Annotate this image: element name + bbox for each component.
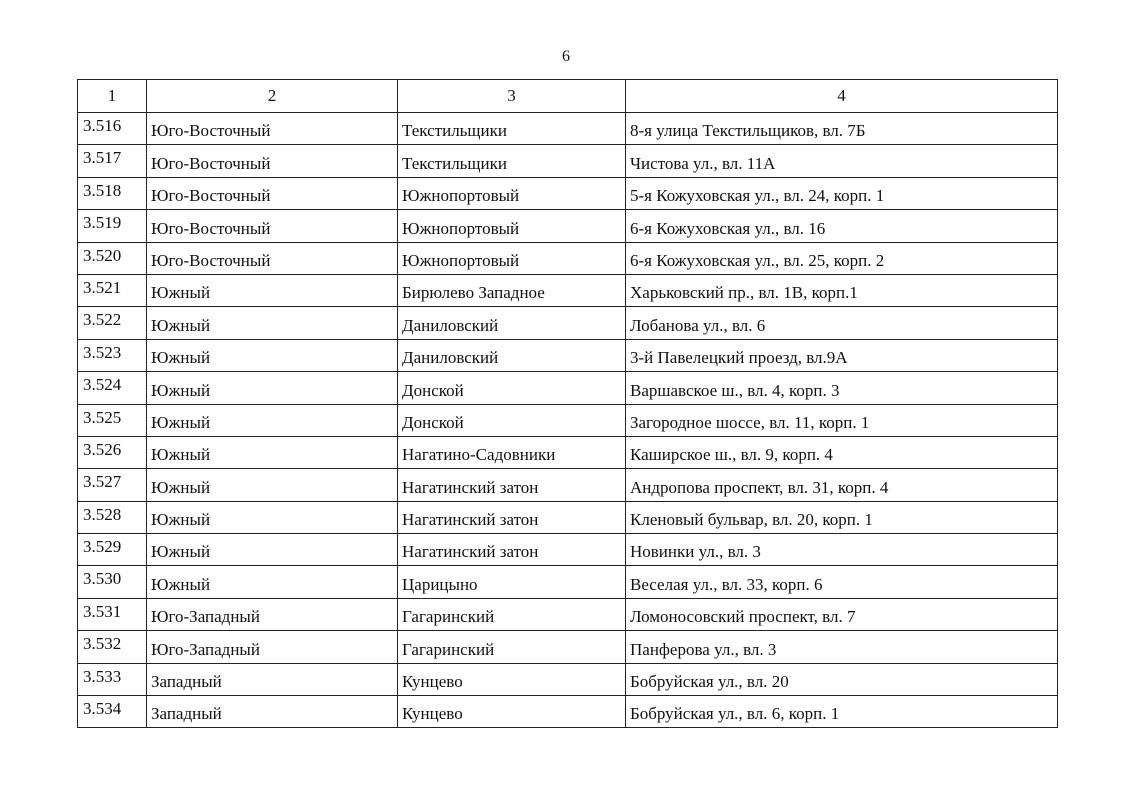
cell-row-number: 3.517 xyxy=(78,145,147,177)
table-row xyxy=(78,210,1058,242)
cell-address: Веселая ул., вл. 33, корп. 6 xyxy=(626,566,1058,598)
cell-address: Кленовый бульвар, вл. 20, корп. 1 xyxy=(626,501,1058,533)
cell-row-number: 3.518 xyxy=(78,177,147,209)
cell-area: Текстильщики xyxy=(398,145,626,177)
cell-area: Нагатинский затон xyxy=(398,534,626,566)
table-row xyxy=(78,469,1058,501)
cell-row-number: 3.525 xyxy=(78,404,147,436)
header-row xyxy=(78,80,1058,113)
cell-address: Бобруйская ул., вл. 20 xyxy=(626,663,1058,695)
cell-area: Кунцево xyxy=(398,696,626,728)
cell-address: 8-я улица Текстильщиков, вл. 7Б xyxy=(626,113,1058,145)
table-row xyxy=(78,307,1058,339)
cell-row-number: 3.521 xyxy=(78,274,147,306)
cell-district: Юго-Восточный xyxy=(147,242,398,274)
cell-address: Чистова ул., вл. 11А xyxy=(626,145,1058,177)
cell-district: Юго-Западный xyxy=(147,598,398,630)
cell-district: Южный xyxy=(147,501,398,533)
header-col-4: 4 xyxy=(626,80,1058,113)
cell-row-number: 3.532 xyxy=(78,631,147,663)
table-row xyxy=(78,436,1058,468)
cell-address: Каширское ш., вл. 9, корп. 4 xyxy=(626,436,1058,468)
table-row xyxy=(78,145,1058,177)
cell-address: 6-я Кожуховская ул., вл. 25, корп. 2 xyxy=(626,242,1058,274)
cell-district: Южный xyxy=(147,469,398,501)
cell-area: Даниловский xyxy=(398,307,626,339)
table-row xyxy=(78,631,1058,663)
cell-row-number: 3.520 xyxy=(78,242,147,274)
cell-district: Южный xyxy=(147,534,398,566)
cell-district: Южный xyxy=(147,307,398,339)
cell-district: Южный xyxy=(147,436,398,468)
table-row xyxy=(78,372,1058,404)
header-col-1: 1 xyxy=(78,80,147,113)
cell-district: Южный xyxy=(147,566,398,598)
cell-address: Загородное шоссе, вл. 11, корп. 1 xyxy=(626,404,1058,436)
table-row xyxy=(78,566,1058,598)
cell-district: Юго-Восточный xyxy=(147,177,398,209)
cell-area: Кунцево xyxy=(398,663,626,695)
cell-row-number: 3.534 xyxy=(78,696,147,728)
cell-address: Новинки ул., вл. 3 xyxy=(626,534,1058,566)
table-row xyxy=(78,663,1058,695)
cell-area: Даниловский xyxy=(398,339,626,371)
cell-district: Западный xyxy=(147,663,398,695)
table-row xyxy=(78,242,1058,274)
cell-area: Нагатино-Садовники xyxy=(398,436,626,468)
cell-address: Варшавское ш., вл. 4, корп. 3 xyxy=(626,372,1058,404)
cell-address: 5-я Кожуховская ул., вл. 24, корп. 1 xyxy=(626,177,1058,209)
cell-row-number: 3.527 xyxy=(78,469,147,501)
cell-area: Донской xyxy=(398,372,626,404)
table-row xyxy=(78,339,1058,371)
table-row xyxy=(78,274,1058,306)
cell-district: Юго-Восточный xyxy=(147,145,398,177)
table-row xyxy=(78,598,1058,630)
cell-address: Бобруйская ул., вл. 6, корп. 1 xyxy=(626,696,1058,728)
cell-row-number: 3.526 xyxy=(78,436,147,468)
cell-address: Ломоносовский проспект, вл. 7 xyxy=(626,598,1058,630)
cell-area: Донской xyxy=(398,404,626,436)
cell-district: Юго-Восточный xyxy=(147,210,398,242)
cell-area: Бирюлево Западное xyxy=(398,274,626,306)
cell-row-number: 3.523 xyxy=(78,339,147,371)
cell-address: Харьковский пр., вл. 1В, корп.1 xyxy=(626,274,1058,306)
cell-address: Андропова проспект, вл. 31, корп. 4 xyxy=(626,469,1058,501)
cell-address: 3-й Павелецкий проезд, вл.9А xyxy=(626,339,1058,371)
table-row xyxy=(78,177,1058,209)
cell-row-number: 3.533 xyxy=(78,663,147,695)
page-number: 6 xyxy=(562,48,570,65)
cell-district: Западный xyxy=(147,696,398,728)
cell-area: Южнопортовый xyxy=(398,242,626,274)
table-row xyxy=(78,501,1058,533)
cell-address: Лобанова ул., вл. 6 xyxy=(626,307,1058,339)
cell-area: Южнопортовый xyxy=(398,210,626,242)
cell-area: Текстильщики xyxy=(398,113,626,145)
cell-area: Южнопортовый xyxy=(398,177,626,209)
cell-district: Южный xyxy=(147,274,398,306)
cell-district: Юго-Восточный xyxy=(147,113,398,145)
cell-area: Гагаринский xyxy=(398,598,626,630)
table-row xyxy=(78,534,1058,566)
table-row xyxy=(78,113,1058,145)
cell-address: Панферова ул., вл. 3 xyxy=(626,631,1058,663)
cell-district: Южный xyxy=(147,372,398,404)
cell-district: Южный xyxy=(147,339,398,371)
address-table xyxy=(77,79,1058,728)
cell-area: Царицыно xyxy=(398,566,626,598)
table-body xyxy=(78,113,1058,728)
cell-row-number: 3.529 xyxy=(78,534,147,566)
cell-row-number: 3.530 xyxy=(78,566,147,598)
cell-area: Гагаринский xyxy=(398,631,626,663)
cell-district: Юго-Западный xyxy=(147,631,398,663)
cell-address: 6-я Кожуховская ул., вл. 16 xyxy=(626,210,1058,242)
cell-row-number: 3.516 xyxy=(78,113,147,145)
cell-district: Южный xyxy=(147,404,398,436)
header-col-2: 2 xyxy=(147,80,398,113)
table-row xyxy=(78,696,1058,728)
cell-area: Нагатинский затон xyxy=(398,469,626,501)
table-row xyxy=(78,404,1058,436)
header-col-3: 3 xyxy=(398,80,626,113)
cell-area: Нагатинский затон xyxy=(398,501,626,533)
cell-row-number: 3.519 xyxy=(78,210,147,242)
cell-row-number: 3.528 xyxy=(78,501,147,533)
cell-row-number: 3.522 xyxy=(78,307,147,339)
cell-row-number: 3.524 xyxy=(78,372,147,404)
cell-row-number: 3.531 xyxy=(78,598,147,630)
